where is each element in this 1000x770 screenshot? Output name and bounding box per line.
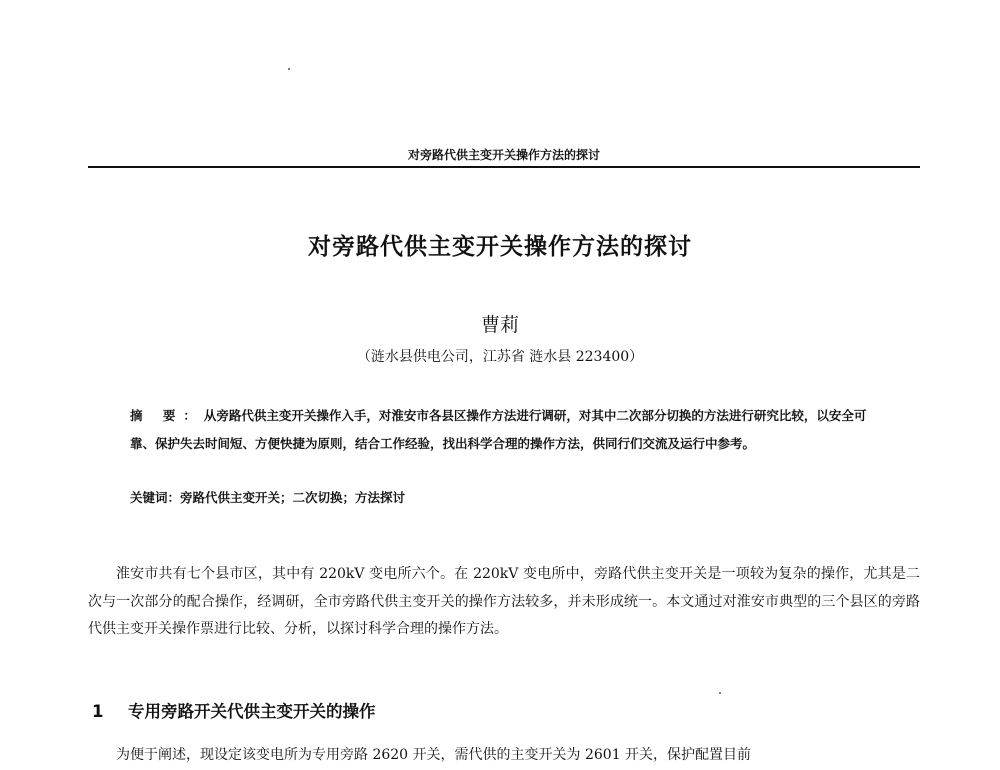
section-number: 1 — [92, 702, 104, 721]
keywords-label: 关键词： — [130, 490, 181, 505]
paper-title: 对旁路代供主变开关操作方法的探讨 — [308, 234, 692, 260]
intro-paragraph: 淮安市共有七个县市区，其中有 220kV 变电所六个。在 220kV 变电所中，旁路代供主变开关是一项较为复杂的操作，尤其是二次与一次部分的配合操作，经调研，全市旁路代供主变开关的操作方法较多，并未形成统一。本文通过对淮安市典型的三个县区的旁路代供主变开关操作票进行比较、分析，以探讨科学合理的操作方法。 — [88, 566, 920, 637]
section-heading-1 — [92, 698, 376, 722]
abstract-text: 从旁路代供主变开关操作入手，对淮安市各县区操作方法进行调研，对其中二次部分切换的方法进行研究比较，以安全可靠、保护失去时间短、方便快捷为原则，结合工作经验，找出科学合理的操作方法，供同行们交流及运行中参考。 — [130, 408, 867, 451]
abstract-label: 摘 要： — [130, 408, 204, 423]
keywords — [130, 488, 880, 506]
running-header: 对旁路代供主变开关操作方法的探讨 — [407, 148, 600, 162]
section1-paragraph: 为便于阐述，现设定该变电所为专用旁路 2620 开关，需代供的主变开关为 2601 开关，保护配置目前 — [116, 747, 752, 763]
author-name: 曹莉 — [480, 314, 519, 336]
abstract — [130, 402, 880, 458]
scan-speck — [288, 68, 290, 70]
author-affiliation: （涟水县供电公司，江苏省 涟水县 223400） — [356, 349, 644, 365]
header-rule — [88, 166, 920, 168]
scan-speck — [719, 692, 721, 694]
keywords-text: 旁路代供主变开关；二次切换；方法探讨 — [180, 490, 406, 505]
section-title: 专用旁路开关代供主变开关的操作 — [128, 702, 376, 721]
